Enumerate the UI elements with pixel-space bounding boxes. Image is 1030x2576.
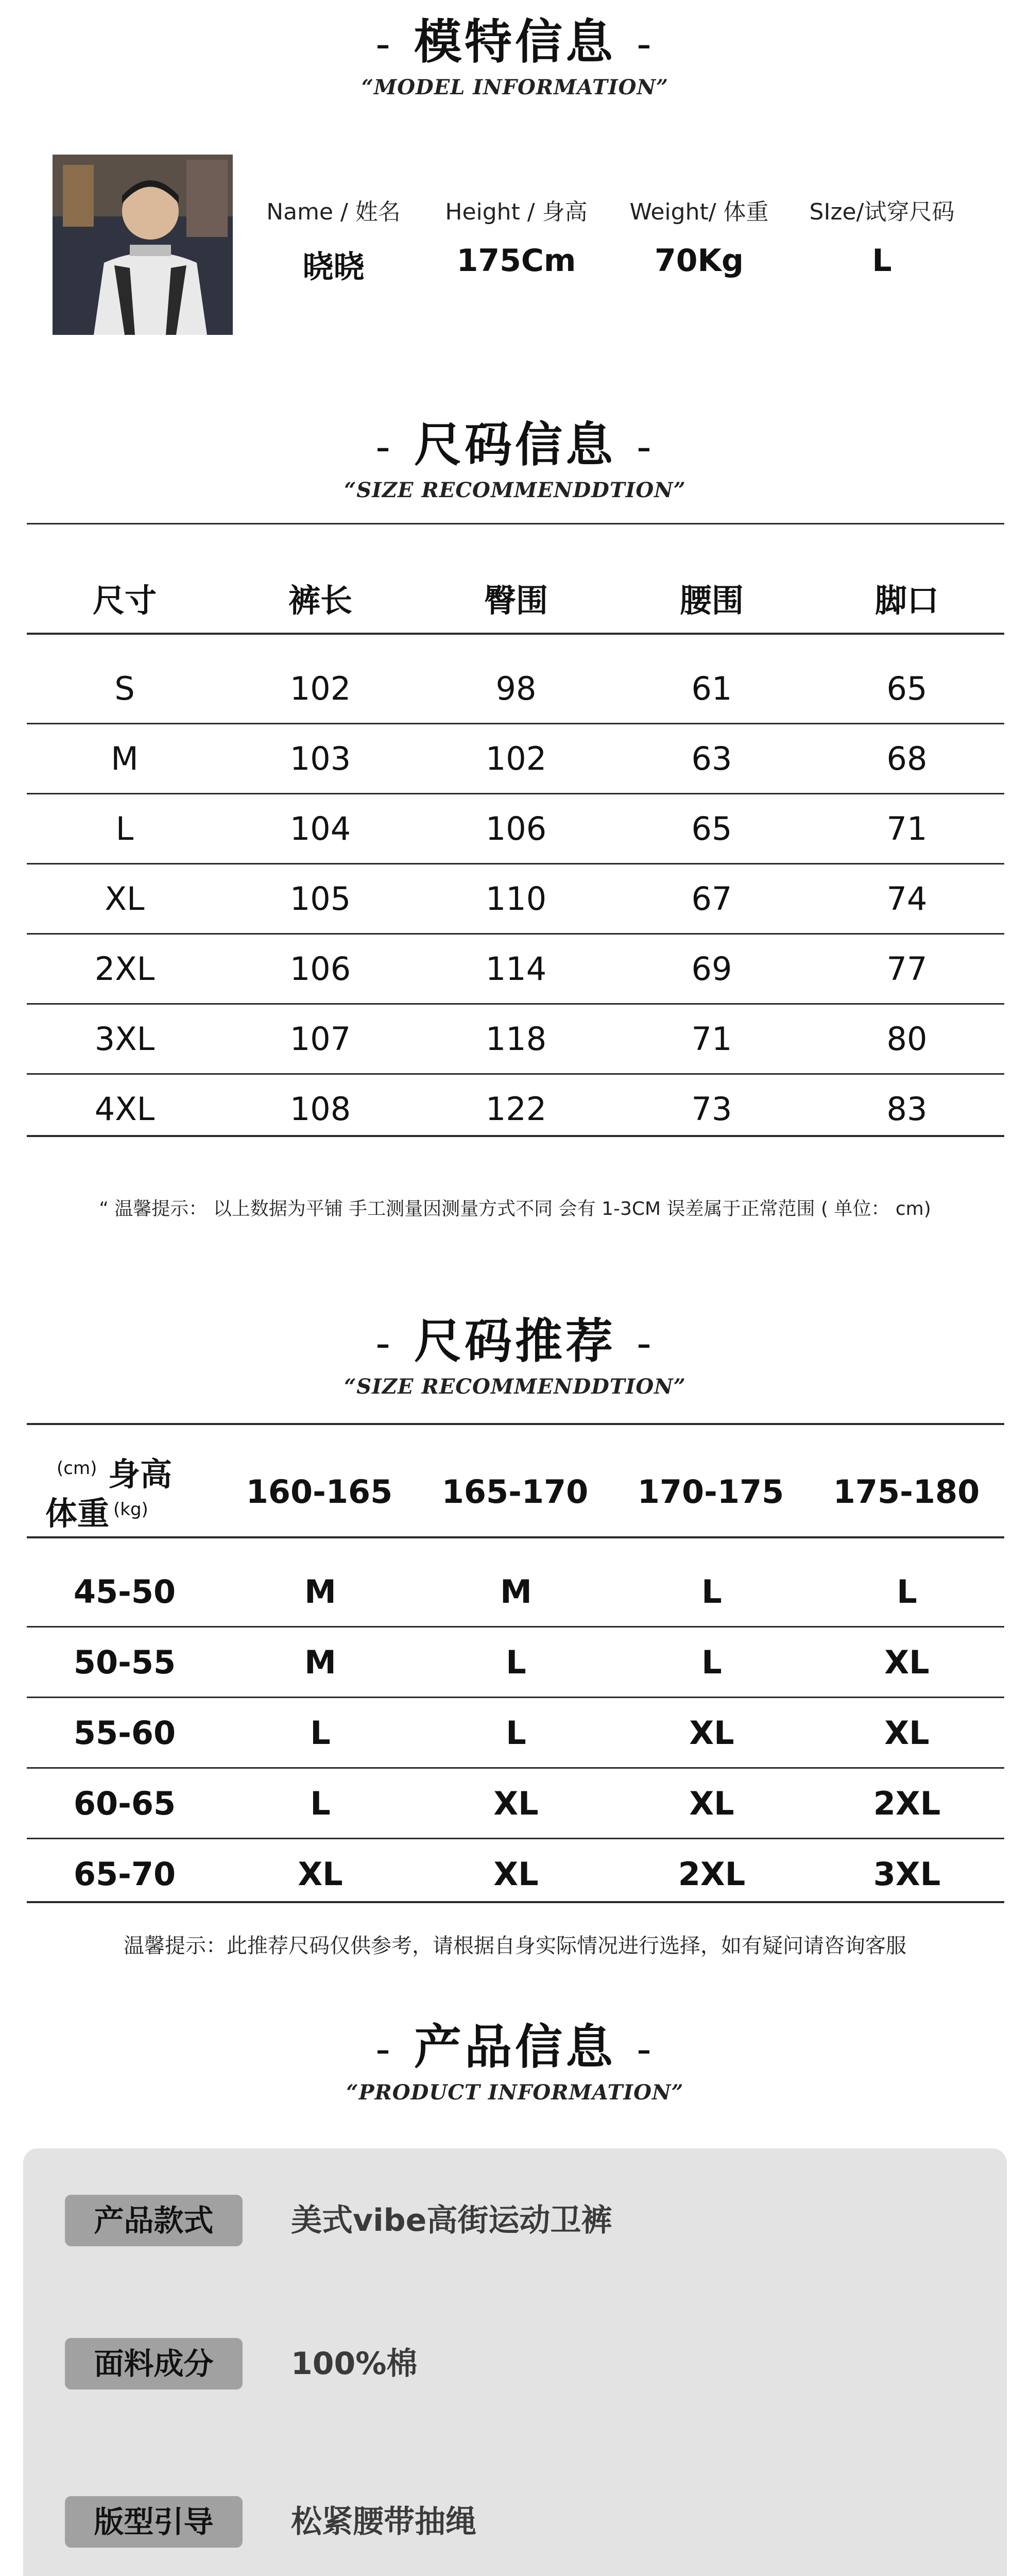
table-cell: 71 [691, 1020, 732, 1058]
model-weight-column [608, 193, 791, 296]
recommend-header-rule [27, 1536, 1004, 1538]
weight-label: 体重 [45, 1495, 110, 1532]
size-table-header-rule [27, 633, 1004, 635]
height-range-header: 170-175 [637, 1472, 784, 1511]
table-cell: S [114, 670, 135, 707]
product-style-tag: 产品款式 [65, 2195, 243, 2246]
product-style-value: 美式vibe高街运动卫裤 [291, 2202, 612, 2239]
recommend-height-header-row [221, 1458, 1004, 1525]
fit-value: 松紧腰带抽绳 [291, 2504, 476, 2540]
model-height-column [425, 193, 608, 296]
table-row [27, 1769, 1004, 1838]
table-cell: XL [105, 880, 145, 918]
height-range-header: 160-165 [246, 1472, 393, 1511]
table-cell: M [304, 1643, 336, 1681]
table-cell: XL [298, 1855, 343, 1893]
table-cell: L [506, 1714, 526, 1752]
size-recommend-subtitle: “SIZE RECOMMENDDTION” [344, 1375, 686, 1399]
model-section-header [0, 4, 1030, 99]
height-label: 身高 [108, 1455, 173, 1493]
table-row [27, 1005, 1004, 1073]
fit-tag: 版型引导 [65, 2496, 243, 2548]
model-name-column [242, 193, 425, 296]
table-cell: 106 [289, 950, 351, 988]
table-row [27, 1698, 1004, 1767]
table-cell: 118 [485, 1020, 547, 1058]
weight-range-cell: 45-50 [73, 1572, 176, 1611]
table-cell: L [897, 1572, 917, 1611]
table-cell: 80 [886, 1020, 928, 1058]
table-cell: L [310, 1784, 331, 1822]
model-name-value: 晓晓 [302, 249, 365, 285]
size-recommend-note: 温馨提示：此推荐尺码仅供参考，请根据自身实际情况进行选择，如有疑问请咨询客服 [124, 1934, 906, 1958]
table-cell: L [701, 1572, 722, 1611]
weight-unit: (kg) [113, 1499, 148, 1520]
table-cell: 110 [485, 880, 547, 918]
table-cell: L [701, 1643, 722, 1681]
size-info-title: - 尺码信息 - [375, 417, 655, 472]
size-table-bottom-rule [27, 1135, 1004, 1137]
table-cell: L [310, 1714, 331, 1752]
table-cell: 68 [886, 740, 928, 777]
weight-range-cell: 60-65 [73, 1784, 176, 1822]
table-cell: 67 [691, 880, 732, 918]
table-cell: XL [689, 1714, 734, 1752]
table-cell: M [500, 1572, 532, 1611]
product-info-header [0, 2009, 1030, 2105]
table-cell: XL [884, 1643, 930, 1681]
model-size-value: L [872, 243, 892, 279]
weight-range-cell: 65-70 [73, 1855, 176, 1893]
size-header-length: 裤长 [288, 581, 352, 619]
table-row [27, 794, 1004, 863]
table-cell: XL [689, 1784, 734, 1822]
model-photo [53, 155, 233, 335]
table-cell: 98 [495, 670, 537, 707]
table-cell: 2XL [873, 1784, 941, 1822]
table-cell: XL [493, 1784, 539, 1822]
table-cell: 73 [691, 1090, 732, 1128]
model-height-label: Height / 身高 [445, 199, 588, 225]
table-cell: 4XL [94, 1090, 155, 1128]
table-row [27, 935, 1004, 1003]
size-header-hip: 臀围 [484, 581, 548, 619]
table-cell: 65 [691, 810, 732, 848]
model-weight-label: Weight/ 体重 [629, 199, 769, 225]
table-cell: XL [493, 1855, 539, 1893]
table-cell: 105 [289, 880, 351, 918]
size-header-waist: 腰围 [679, 581, 744, 619]
size-table-header-row [27, 562, 1004, 634]
table-row [27, 724, 1004, 793]
table-cell: 122 [485, 1090, 547, 1128]
recommend-table-bottom-rule [27, 1901, 1004, 1903]
model-info-columns [242, 193, 973, 296]
size-info-subtitle: “SIZE RECOMMENDDTION” [344, 478, 686, 502]
table-cell: 77 [886, 950, 928, 988]
model-section-subtitle: “MODEL INFORMATION” [361, 75, 669, 99]
product-info-subtitle: “PRODUCT INFORMATION” [346, 2080, 684, 2105]
table-cell: 61 [691, 670, 732, 707]
size-table-top-rule [27, 523, 1004, 524]
recommend-table-top-rule [27, 1423, 1004, 1425]
table-cell: 102 [485, 740, 547, 777]
table-cell: 83 [886, 1090, 928, 1128]
model-size-column [791, 193, 973, 296]
model-size-label: SIze/试穿尺码 [809, 199, 955, 225]
table-cell: 114 [485, 950, 547, 988]
size-info-header [0, 407, 1030, 502]
size-header-hem: 脚口 [874, 581, 939, 619]
table-cell: 2XL [678, 1855, 746, 1893]
size-recommend-title: - 尺码推荐 - [375, 1314, 655, 1369]
table-cell: 104 [289, 810, 351, 848]
product-info-title: - 产品信息 - [375, 2020, 655, 2075]
size-recommend-header [0, 1303, 1030, 1399]
size-info-note: “ 温馨提示： 以上数据为平铺 手工测量因测量方式不同 会有 1-3CM 误差属于正常范围 ( 单位： cm) [99, 1198, 931, 1219]
model-height-value: 175Cm [456, 243, 576, 279]
size-header-size: 尺寸 [92, 581, 157, 619]
table-cell: 103 [289, 740, 351, 777]
fabric-tag: 面料成分 [65, 2338, 243, 2389]
table-cell: M [304, 1572, 336, 1611]
model-weight-value: 70Kg [655, 243, 744, 279]
recommend-corner-cell [36, 1443, 221, 1535]
weight-range-cell: 50-55 [73, 1643, 176, 1681]
table-cell: 65 [886, 670, 928, 707]
table-cell: XL [884, 1714, 930, 1752]
height-unit: (cm) [57, 1458, 97, 1479]
table-cell: 106 [485, 810, 547, 848]
table-cell: 69 [691, 950, 732, 988]
table-row [27, 1075, 1004, 1143]
table-cell: 2XL [94, 950, 155, 988]
weight-range-cell: 55-60 [73, 1714, 176, 1752]
table-cell: 107 [289, 1020, 351, 1058]
table-cell: 71 [886, 810, 928, 848]
height-range-header: 165-170 [441, 1472, 589, 1511]
model-name-label: Name / 姓名 [266, 199, 401, 225]
table-cell: 108 [289, 1090, 351, 1128]
table-cell: L [506, 1643, 526, 1681]
table-cell: M [111, 740, 139, 777]
table-cell: 102 [289, 670, 351, 707]
table-cell: 3XL [94, 1020, 155, 1058]
fabric-value: 100%棉 [291, 2346, 418, 2382]
table-cell: L [115, 810, 134, 848]
model-section-title: - 模特信息 - [375, 14, 655, 70]
table-cell: 74 [886, 880, 928, 918]
table-row [27, 654, 1004, 723]
table-row [27, 1628, 1004, 1697]
table-row [27, 865, 1004, 933]
table-cell: 3XL [873, 1855, 941, 1893]
height-range-header: 175-180 [833, 1472, 980, 1511]
table-cell: 63 [691, 740, 732, 777]
table-row [27, 1557, 1004, 1626]
table-row [27, 1839, 1004, 1908]
